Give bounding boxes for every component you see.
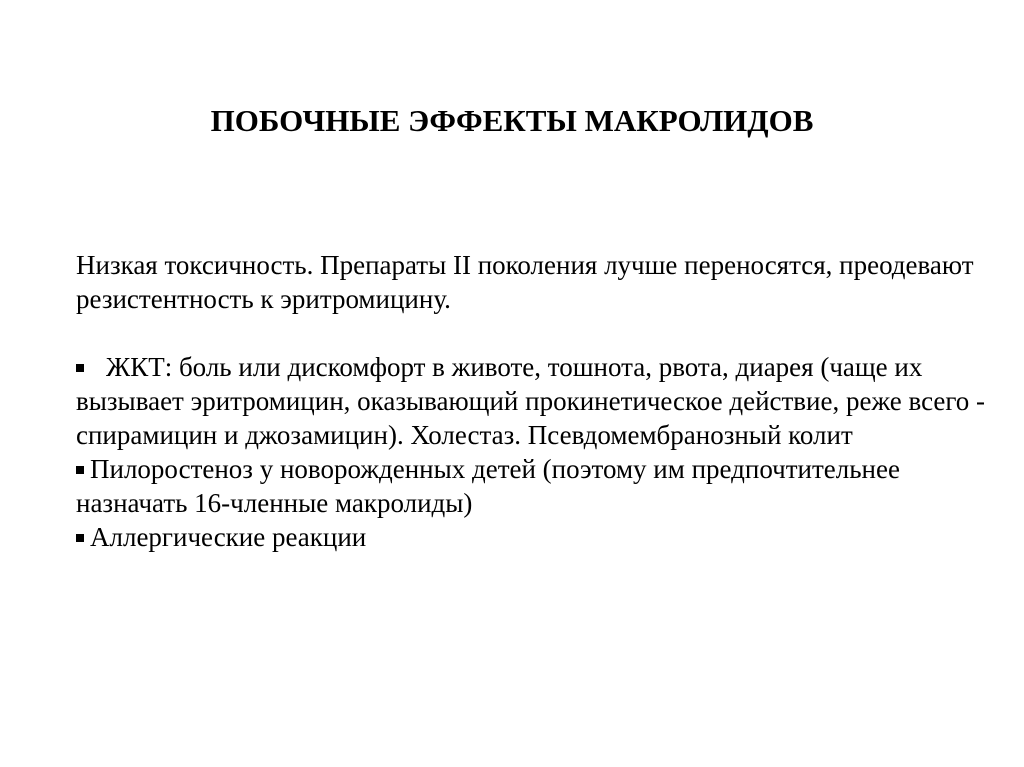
bullet-text: ЖКТ: боль или дискомфорт в животе, тошнота, рвота, диарея (чаще их вызывает эритромицин, оказывающий прокинетическое действие, реже всего - спирамицин и джозамицин). Холестаз. Псевдомембранозный колит — [76, 352, 986, 450]
bullet-text: Пилоростеноз у новорожденных детей (поэтому им предпочтительнее назначать 16-членные макролиды) — [76, 454, 900, 518]
bullet-item-pylorostenosis — [76, 452, 986, 520]
paragraph-spacer — [76, 316, 986, 350]
bullet-item-gi — [76, 350, 986, 452]
square-bullet-icon — [76, 364, 84, 372]
intro-paragraph: Низкая токсичность. Препараты II поколения лучше переносятся, преодевают резистентность к эритромицину. — [76, 250, 974, 314]
slide-body — [76, 248, 986, 554]
bullet-text: Аллергические реакции — [90, 522, 367, 552]
square-bullet-icon — [76, 466, 84, 474]
square-bullet-icon — [76, 534, 84, 542]
slide-title: ПОБОЧНЫЕ ЭФФЕКТЫ МАКРОЛИДОВ — [210, 103, 814, 138]
bullet-item-allergy — [76, 520, 986, 554]
